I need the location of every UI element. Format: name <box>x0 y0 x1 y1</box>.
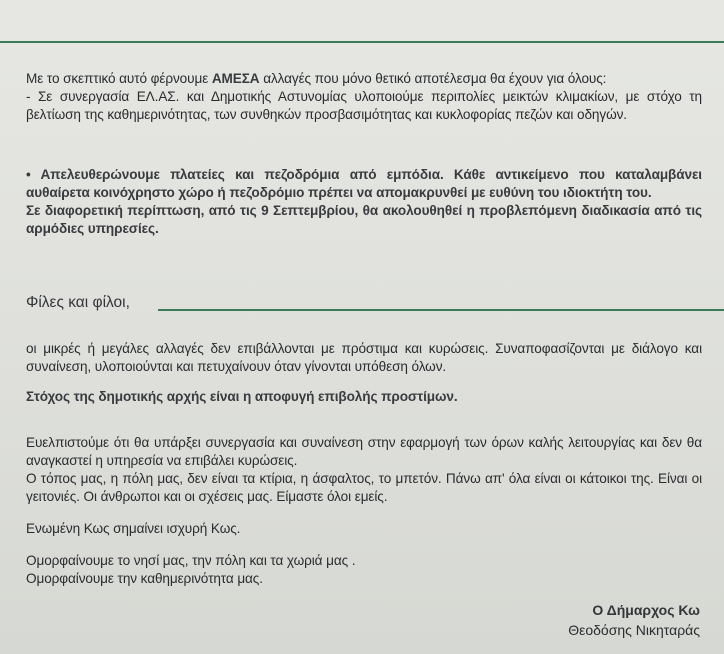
salutation-row <box>26 294 724 316</box>
salutation: Φίλες και φίλοι, <box>26 294 130 311</box>
top-divider <box>0 41 724 43</box>
signature-title: Ο Δήμαρχος Κω <box>592 602 700 618</box>
place-statement: Ο τόπος μας, η πόλη μας, δεν είναι τα κτίρια, η άσφαλτος, το μπετόν. Πάνω απ' όλα είναι οι κάτοικοι της. Είναι οι γειτονιές. Οι άνθρωποι και οι σχέσεις μας. Είμαστε όλοι εμείς. <box>26 471 702 504</box>
beautify-line-2: Ομορφαίνουμε την καθημερινότητα μας. <box>26 571 263 586</box>
intro-text-before: Με το σκεπτικό αυτό φέρνουμε <box>26 71 212 86</box>
salutation-divider <box>158 309 724 311</box>
cooperation-hope: Ευελπιστούμε ότι θα υπάρξει συνεργασία και συναίνεση στην εφαρμογή των όρων καλής λειτουργίας και δεν θα αναγκαστεί η υπηρεσία να επιβάλει κυρώσεις. <box>26 435 702 468</box>
paragraph-goal: Στόχος της δημοτικής αρχής είναι η αποφυγή επιβολής προστίμων. <box>26 389 458 404</box>
signature-name: Θεοδόσης Νικηταράς <box>568 622 700 638</box>
beautify-line-1: Ομορφαίνουμε το νησί μας, την πόλη και τα χωριά μας . <box>26 553 356 568</box>
bullet-patrols: - Σε συνεργασία ΕΛ.ΑΣ. και Δημοτικής Αστυνομίας υλοποιούμε περιπολίες μεικτών κλιμακίων, με στόχο τη βελτίωση της καθημερινότητας, των συνθηκών προσβασιμότητας και κυκλοφορίας πεζών και οδηγών. <box>26 89 702 122</box>
signature-block <box>568 600 700 640</box>
paragraph-intro <box>26 70 702 124</box>
intro-emphasis: ΑΜΕΣΑ <box>211 71 260 86</box>
paragraph-obstacles <box>26 166 702 238</box>
paragraph-beautify <box>26 552 702 588</box>
paragraph-united: Ενωμένη Κως σημαίνει ισχυρή Κως. <box>26 521 241 536</box>
intro-text-after: αλλαγές που μόνο θετικό αποτέλεσμα θα έχουν για όλους: <box>259 71 607 86</box>
procedure-notice: Σε διαφορετική περίπτωση, από τις 9 Σεπτεμβρίου, θα ακολουθηθεί η προβλεπόμενη διαδικασία από τις αρμόδιες υπηρεσίες. <box>26 203 702 236</box>
bullet-obstacles: • Απελευθερώνουμε πλατείες και πεζοδρόμια από εμπόδια. Κάθε αντικείμενο που καταλαμβάνει αυθαίρετα κοινόχρηστο χώρο ή πεζοδρόμιο πρέπει να απομακρυνθεί με ευθύνη του ιδιοκτήτη του. <box>26 167 702 200</box>
paragraph-cooperation <box>26 434 702 506</box>
paragraph-changes: οι μικρές ή μεγάλες αλλαγές δεν επιβάλλονται με πρόστιμα και κυρώσεις. Συναποφασίζονται με διάλογο και συναίνεση, υλοποιούνται και πετυχαίνουν όταν γίνονται υπόθεση όλων. <box>26 341 702 374</box>
